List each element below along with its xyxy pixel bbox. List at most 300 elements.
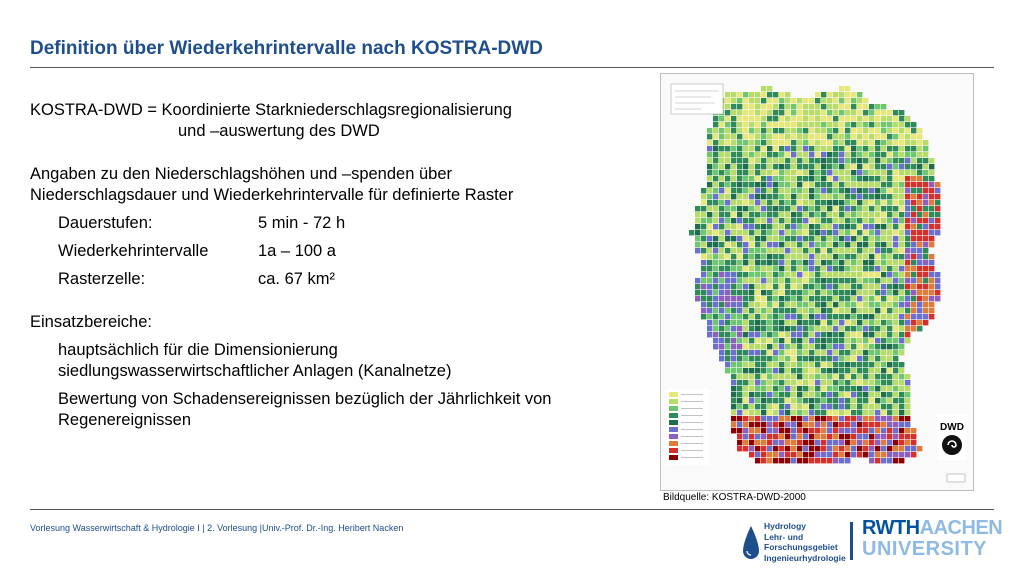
map-grid-cell	[719, 176, 724, 181]
map-grid-cell	[773, 410, 778, 415]
map-grid-cell	[695, 284, 700, 289]
map-grid-cell	[863, 254, 868, 259]
map-grid-cell	[863, 266, 868, 271]
map-grid-cell	[845, 194, 850, 199]
map-grid-cell	[761, 230, 766, 235]
map-grid-cell	[863, 380, 868, 385]
map-grid-cell	[875, 206, 880, 211]
map-grid-cell	[905, 242, 910, 247]
map-grid-cell	[851, 134, 856, 139]
map-grid-cell	[815, 146, 820, 151]
map-grid-cell	[809, 128, 814, 133]
map-grid-cell	[791, 296, 796, 301]
map-grid-cell	[911, 194, 916, 199]
map-grid-cell	[815, 386, 820, 391]
map-grid-cell	[857, 194, 862, 199]
map-grid-cell	[929, 254, 934, 259]
map-grid-cell	[791, 194, 796, 199]
map-grid-cell	[749, 146, 754, 151]
map-grid-cell	[797, 302, 802, 307]
map-grid-cell	[779, 176, 784, 181]
map-grid-cell	[815, 98, 820, 103]
map-grid-cell	[821, 104, 826, 109]
map-grid-cell	[767, 434, 772, 439]
map-grid-cell	[743, 152, 748, 157]
map-grid-cell	[719, 188, 724, 193]
map-grid-cell	[815, 212, 820, 217]
map-grid-cell	[899, 140, 904, 145]
map-grid-cell	[785, 392, 790, 397]
map-grid-cell	[857, 344, 862, 349]
map-grid-cell	[815, 320, 820, 325]
map-grid-cell	[713, 332, 718, 337]
map-grid-cell	[839, 434, 844, 439]
map-grid-cell	[881, 446, 886, 451]
map-grid-cell	[935, 218, 940, 223]
map-grid-cell	[917, 302, 922, 307]
map-grid-cell	[833, 260, 838, 265]
map-grid-cell	[827, 116, 832, 121]
map-grid-cell	[869, 284, 874, 289]
map-grid-cell	[773, 128, 778, 133]
map-grid-cell	[833, 410, 838, 415]
map-grid-cell	[833, 92, 838, 97]
legend-swatch	[669, 455, 678, 460]
map-grid-cell	[731, 392, 736, 397]
map-grid-cell	[887, 296, 892, 301]
map-grid-cell	[923, 320, 928, 325]
map-grid-cell	[737, 116, 742, 121]
map-grid-cell	[899, 344, 904, 349]
map-grid-cell	[845, 260, 850, 265]
map-grid-cell	[863, 176, 868, 181]
map-grid-cell	[815, 374, 820, 379]
map-grid-cell	[755, 410, 760, 415]
map-grid-cell	[821, 224, 826, 229]
map-grid-cell	[779, 242, 784, 247]
map-grid-cell	[917, 326, 922, 331]
map-grid-cell	[773, 122, 778, 127]
map-grid-cell	[833, 254, 838, 259]
map-grid-cell	[731, 314, 736, 319]
map-grid-cell	[767, 242, 772, 247]
map-grid-cell	[815, 356, 820, 361]
map-grid-cell	[875, 194, 880, 199]
map-grid-cell	[905, 272, 910, 277]
map-grid-cell	[761, 398, 766, 403]
map-grid-cell	[767, 110, 772, 115]
map-grid-cell	[767, 116, 772, 121]
map-grid-cell	[869, 332, 874, 337]
map-grid-cell	[803, 398, 808, 403]
map-grid-cell	[899, 164, 904, 169]
map-grid-cell	[833, 452, 838, 457]
map-grid-cell	[701, 242, 706, 247]
map-grid-cell	[899, 374, 904, 379]
map-grid-cell	[851, 404, 856, 409]
map-grid-cell	[731, 416, 736, 421]
map-grid-cell	[707, 158, 712, 163]
map-grid-cell	[809, 152, 814, 157]
map-grid-cell	[887, 332, 892, 337]
map-grid-cell	[923, 140, 928, 145]
map-grid-cell	[755, 236, 760, 241]
map-grid-cell	[911, 140, 916, 145]
map-grid-cell	[821, 440, 826, 445]
map-grid-cell	[779, 338, 784, 343]
map-grid-cell	[893, 374, 898, 379]
map-grid-cell	[833, 296, 838, 301]
map-grid-cell	[905, 176, 910, 181]
map-grid-cell	[731, 140, 736, 145]
map-grid-cell	[761, 176, 766, 181]
map-grid-cell	[785, 380, 790, 385]
map-grid-cell	[743, 362, 748, 367]
map-grid-cell	[821, 134, 826, 139]
map-grid-cell	[845, 440, 850, 445]
map-grid-cell	[725, 146, 730, 151]
map-grid-cell	[767, 230, 772, 235]
map-grid-cell	[845, 272, 850, 277]
map-grid-cell	[911, 200, 916, 205]
map-grid-cell	[797, 422, 802, 427]
map-grid-cell	[761, 212, 766, 217]
map-grid-cell	[851, 374, 856, 379]
map-grid-cell	[857, 350, 862, 355]
map-grid-cell	[869, 254, 874, 259]
map-grid-cell	[743, 314, 748, 319]
map-grid-cell	[863, 152, 868, 157]
map-grid-cell	[749, 152, 754, 157]
map-grid-cell	[743, 428, 748, 433]
map-grid-cell	[869, 380, 874, 385]
map-grid-cell	[875, 110, 880, 115]
map-grid-cell	[785, 320, 790, 325]
map-grid-cell	[815, 404, 820, 409]
map-grid-cell	[857, 428, 862, 433]
map-grid-cell	[707, 212, 712, 217]
map-grid-cell	[911, 260, 916, 265]
map-grid-cell	[767, 164, 772, 169]
map-grid-cell	[869, 314, 874, 319]
map-grid-cell	[737, 152, 742, 157]
map-grid-cell	[779, 194, 784, 199]
map-grid-cell	[719, 302, 724, 307]
map-grid-cell	[809, 398, 814, 403]
map-grid-cell	[929, 314, 934, 319]
map-grid-cell	[899, 260, 904, 265]
map-grid-cell	[839, 368, 844, 373]
map-grid-cell	[779, 146, 784, 151]
map-grid-cell	[875, 236, 880, 241]
param-value: ca. 67 km²	[258, 270, 336, 288]
map-grid-cell	[863, 392, 868, 397]
map-grid-cell	[887, 248, 892, 253]
map-grid-cell	[887, 182, 892, 187]
map-grid-cell	[743, 350, 748, 355]
map-grid-cell	[809, 440, 814, 445]
map-grid-cell	[887, 350, 892, 355]
param-value: 5 min - 72 h	[258, 214, 346, 232]
map-grid-cell	[881, 332, 886, 337]
map-grid-cell	[839, 146, 844, 151]
map-grid-cell	[845, 164, 850, 169]
map-grid-cell	[773, 266, 778, 271]
map-grid-cell	[887, 164, 892, 169]
map-grid-cell	[911, 146, 916, 151]
map-grid-cell	[857, 230, 862, 235]
map-grid-cell	[755, 374, 760, 379]
map-grid-cell	[755, 422, 760, 427]
map-grid-cell	[797, 308, 802, 313]
map-grid-cell	[713, 326, 718, 331]
map-grid-cell	[785, 104, 790, 109]
map-grid-cell	[839, 362, 844, 367]
map-grid-cell	[707, 242, 712, 247]
map-grid-cell	[749, 344, 754, 349]
map-grid-cell	[869, 128, 874, 133]
map-grid-cell	[881, 392, 886, 397]
map-grid-cell	[815, 272, 820, 277]
map-grid-cell	[893, 404, 898, 409]
map-grid-cell	[863, 236, 868, 241]
map-grid-cell	[839, 218, 844, 223]
map-grid-cell	[899, 248, 904, 253]
map-grid-cell	[923, 152, 928, 157]
map-grid-cell	[815, 380, 820, 385]
map-grid-cell	[899, 146, 904, 151]
map-grid-cell	[881, 224, 886, 229]
map-grid-cell	[851, 410, 856, 415]
map-grid-cell	[869, 428, 874, 433]
map-grid-cell	[887, 188, 892, 193]
map-grid-cell	[839, 350, 844, 355]
map-grid-cell	[707, 206, 712, 211]
map-grid-cell	[911, 128, 916, 133]
map-grid-cell	[725, 140, 730, 145]
map-grid-cell	[701, 206, 706, 211]
map-grid-cell	[749, 272, 754, 277]
map-grid-cell	[827, 326, 832, 331]
map-grid-cell	[725, 158, 730, 163]
map-grid-cell	[809, 290, 814, 295]
map-grid-cell	[695, 242, 700, 247]
map-grid-cell	[833, 458, 838, 463]
param-label: Rasterzelle:	[58, 270, 146, 288]
map-grid-cell	[731, 122, 736, 127]
map-grid-cell	[821, 362, 826, 367]
map-grid-cell	[707, 128, 712, 133]
map-grid-cell	[851, 170, 856, 175]
map-grid-cell	[749, 446, 754, 451]
map-grid-cell	[767, 350, 772, 355]
map-grid-cell	[755, 320, 760, 325]
map-grid-cell	[785, 134, 790, 139]
map-grid-cell	[731, 380, 736, 385]
map-grid-cell	[887, 428, 892, 433]
map-grid-cell	[803, 230, 808, 235]
map-grid-cell	[923, 212, 928, 217]
map-grid-cell	[803, 116, 808, 121]
map-grid-cell	[731, 308, 736, 313]
map-grid-cell	[845, 404, 850, 409]
map-grid-cell	[749, 404, 754, 409]
map-grid-cell	[773, 98, 778, 103]
footer-text: Vorlesung Wasserwirtschaft & Hydrologie I | 2. Vorlesung |Univ.-Prof. Dr.-Ing. Heribert Nacken	[30, 523, 404, 533]
map-grid-cell	[797, 152, 802, 157]
map-grid-cell	[875, 350, 880, 355]
map-grid-cell	[701, 194, 706, 199]
map-grid-cell	[803, 98, 808, 103]
map-grid-cell	[779, 92, 784, 97]
map-grid-cell	[767, 416, 772, 421]
map-grid-cell	[767, 428, 772, 433]
map-grid-cell	[773, 320, 778, 325]
param-label: Wiederkehrintervalle	[58, 242, 209, 260]
map-grid-cell	[875, 458, 880, 463]
map-grid-cell	[743, 290, 748, 295]
map-grid-cell	[905, 200, 910, 205]
map-grid-cell	[869, 296, 874, 301]
map-grid-cell	[875, 128, 880, 133]
map-grid-cell	[719, 290, 724, 295]
map-grid-cell	[761, 344, 766, 349]
map-grid-cell	[749, 356, 754, 361]
map-grid-cell	[911, 278, 916, 283]
map-grid-cell	[737, 146, 742, 151]
map-grid-cell	[935, 212, 940, 217]
map-grid-cell	[737, 158, 742, 163]
map-grid-cell	[833, 368, 838, 373]
map-grid-cell	[749, 326, 754, 331]
map-grid-cell	[791, 386, 796, 391]
map-grid-cell	[905, 146, 910, 151]
map-grid-cell	[701, 266, 706, 271]
map-grid-cell	[857, 434, 862, 439]
map-grid-cell	[773, 230, 778, 235]
map-grid-cell	[719, 170, 724, 175]
map-grid-cell	[767, 86, 772, 91]
map-grid-cell	[881, 410, 886, 415]
map-grid-cell	[791, 230, 796, 235]
map-grid-cell	[815, 254, 820, 259]
map-grid-cell	[857, 416, 862, 421]
map-grid-cell	[773, 284, 778, 289]
map-grid-cell	[737, 212, 742, 217]
map-grid-cell	[785, 98, 790, 103]
map-grid-cell	[881, 260, 886, 265]
map-grid-cell	[797, 446, 802, 451]
map-grid-cell	[833, 122, 838, 127]
map-grid-cell	[719, 212, 724, 217]
map-grid-cell	[875, 404, 880, 409]
map-grid-cell	[893, 152, 898, 157]
map-grid-cell	[923, 278, 928, 283]
map-grid-cell	[785, 338, 790, 343]
map-grid-cell	[845, 176, 850, 181]
map-grid-cell	[749, 230, 754, 235]
map-grid-cell	[839, 356, 844, 361]
map-grid-cell	[731, 182, 736, 187]
map-grid-cell	[707, 152, 712, 157]
map-grid-cell	[773, 206, 778, 211]
map-grid-cell	[863, 422, 868, 427]
map-grid-cell	[779, 350, 784, 355]
map-grid-cell	[905, 398, 910, 403]
map-grid-cell	[797, 416, 802, 421]
map-grid-cell	[857, 368, 862, 373]
map-grid-cell	[881, 296, 886, 301]
map-grid-cell	[881, 206, 886, 211]
map-grid-cell	[737, 278, 742, 283]
map-grid-cell	[803, 434, 808, 439]
map-grid-cell	[893, 182, 898, 187]
map-grid-cell	[731, 266, 736, 271]
map-grid-cell	[815, 428, 820, 433]
map-grid-cell	[857, 290, 862, 295]
map-grid-cell	[773, 314, 778, 319]
map-grid-cell	[839, 116, 844, 121]
map-grid-cell	[905, 290, 910, 295]
map-grid-cell	[725, 260, 730, 265]
map-grid-cell	[839, 398, 844, 403]
map-grid-cell	[725, 122, 730, 127]
hydrology-logo-line: Ingenieurhydrologie	[764, 552, 846, 563]
map-grid-cell	[875, 170, 880, 175]
map-grid-cell	[899, 380, 904, 385]
map-grid-cell	[713, 146, 718, 151]
map-grid-cell	[827, 320, 832, 325]
map-grid-cell	[719, 278, 724, 283]
map-grid-cell	[755, 380, 760, 385]
map-grid-cell	[761, 410, 766, 415]
map-grid-cell	[899, 266, 904, 271]
map-grid-cell	[731, 278, 736, 283]
map-grid-cell	[839, 86, 844, 91]
map-grid-cell	[809, 446, 814, 451]
map-grid-cell	[845, 110, 850, 115]
map-grid-cell	[761, 242, 766, 247]
map-grid-cell	[785, 416, 790, 421]
map-grid-cell	[773, 356, 778, 361]
map-grid-cell	[917, 296, 922, 301]
map-grid-cell	[845, 434, 850, 439]
map-grid-cell	[755, 188, 760, 193]
map-grid-cell	[725, 242, 730, 247]
map-grid-cell	[833, 326, 838, 331]
map-grid-cell	[791, 206, 796, 211]
map-grid-cell	[917, 206, 922, 211]
map-grid-cell	[719, 356, 724, 361]
map-grid-cell	[737, 110, 742, 115]
map-grid-cell	[731, 212, 736, 217]
map-grid-cell	[815, 164, 820, 169]
map-grid-cell	[779, 152, 784, 157]
map-grid-cell	[803, 212, 808, 217]
map-grid-cell	[803, 146, 808, 151]
map-grid-cell	[839, 284, 844, 289]
map-grid-cell	[887, 230, 892, 235]
map-grid-cell	[785, 230, 790, 235]
map-grid-cell	[827, 152, 832, 157]
map-grid-cell	[893, 332, 898, 337]
map-grid-cell	[713, 320, 718, 325]
map-grid-cell	[821, 236, 826, 241]
map-grid-cell	[719, 116, 724, 121]
map-grid-cell	[839, 392, 844, 397]
map-grid-cell	[713, 122, 718, 127]
map-grid-cell	[779, 212, 784, 217]
